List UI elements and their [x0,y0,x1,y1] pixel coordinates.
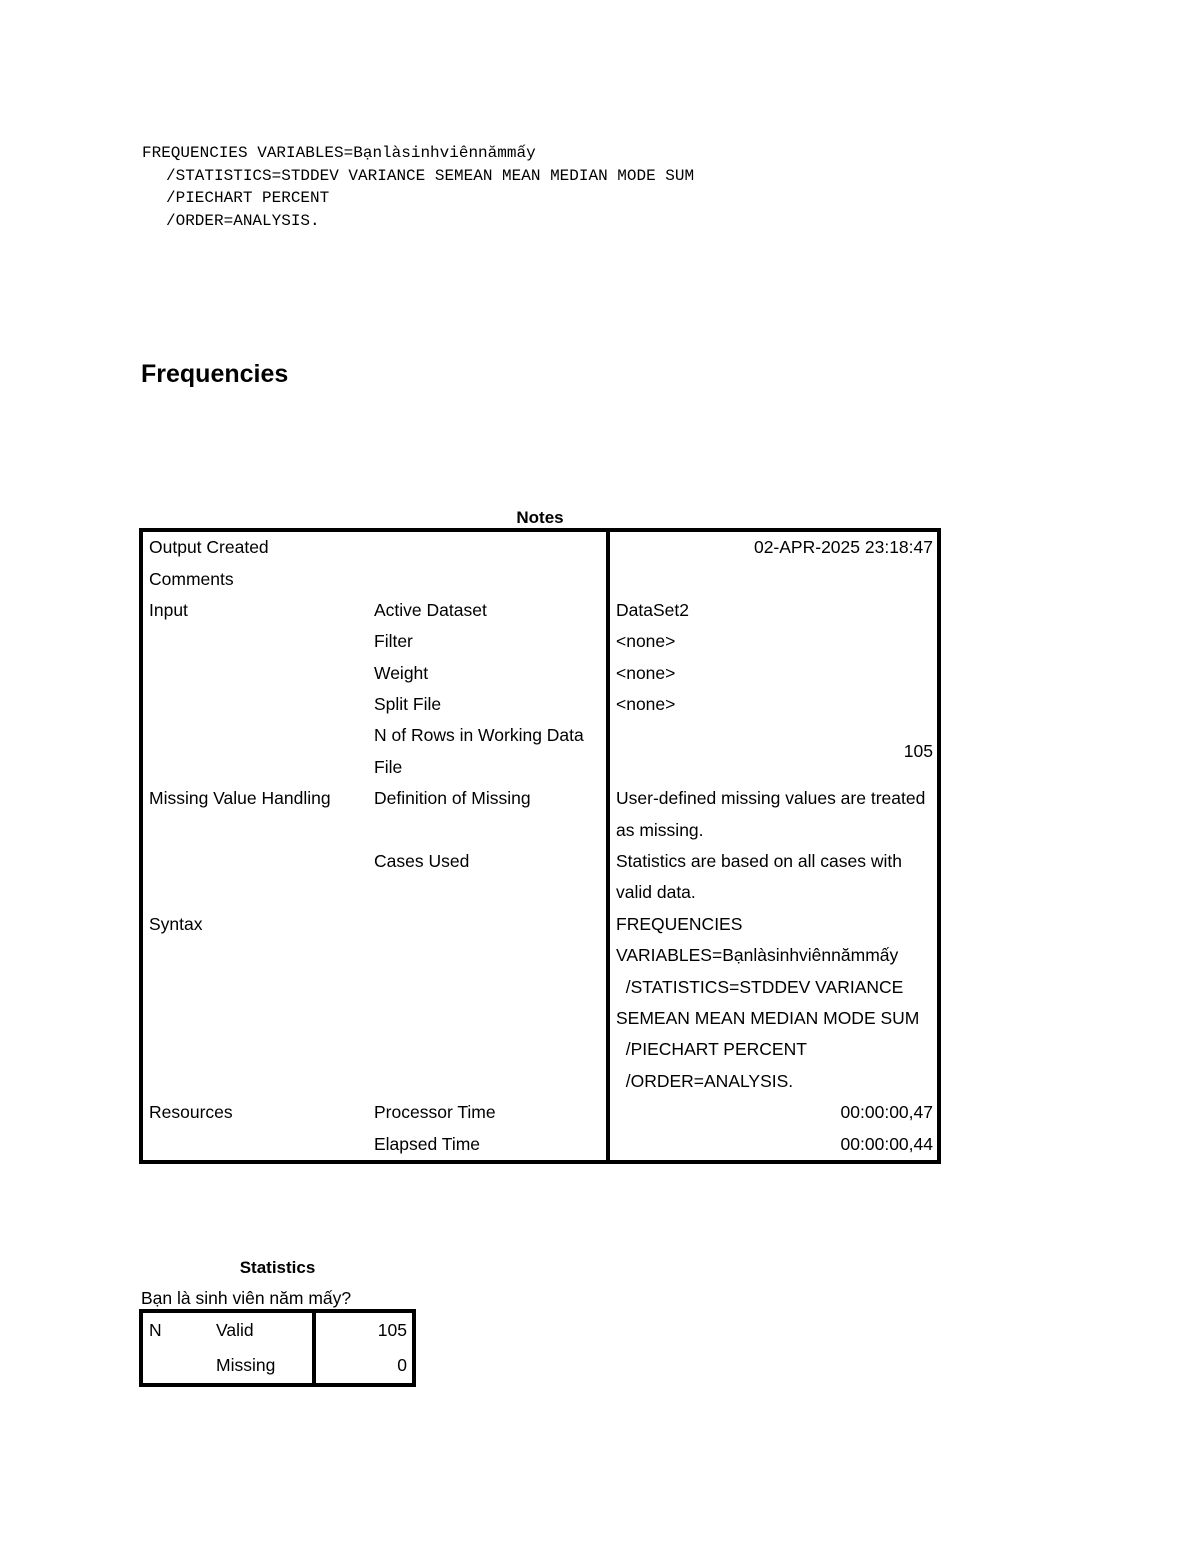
table-row [141,846,939,909]
n-rows-value: 105 [903,741,933,762]
row-label-input: Input [149,599,188,620]
table-row [141,530,939,563]
table-row [141,563,939,594]
sub-label-active-dataset: Active Dataset [368,595,608,626]
elapsed-time-value: 00:00:00,44 [840,1133,933,1154]
syntax-value: FREQUENCIES VARIABLES=Bạnlàsinhviênnămmấy /STATISTICS=STDDEV VARIANCE SEMEAN MEAN MEDIAN MODE SUM /PIECHART PERCENT /ORDER=ANALYSIS. [616,913,920,1091]
row-label-syntax: Syntax [149,913,203,934]
sub-label-processor-time: Processor Time [368,1097,608,1128]
valid-label: Valid [210,1311,314,1348]
active-dataset-value: DataSet2 [616,599,689,620]
table-row [141,658,939,689]
statistics-table-title: Statistics [239,1258,316,1277]
row-label-comments: Comments [149,568,234,589]
syntax-line-4: /ORDER=ANALYSIS. [166,211,320,230]
sub-label-filter: Filter [368,626,608,657]
n-label: N [149,1320,162,1340]
table-row [141,1311,414,1348]
sub-label-weight: Weight [368,658,608,689]
row-label-output-created: Output Created [149,537,269,558]
table-row [141,720,939,783]
table-row [141,783,939,846]
sub-label-cases-used: Cases Used [368,846,608,909]
table-row [141,909,939,1097]
definition-of-missing-value: User-defined missing values are treated as missing. [616,788,926,840]
syntax-block [142,142,694,232]
table-row [141,595,939,626]
split-file-value: <none> [616,694,676,715]
table-row [141,1129,939,1162]
filter-value: <none> [616,631,676,652]
row-label-resources: Resources [149,1102,233,1123]
statistics-table [139,1309,416,1387]
syntax-line-2: /STATISTICS=STDDEV VARIANCE SEMEAN MEAN MEDIAN MODE SUM [166,166,695,185]
table-row [141,1348,414,1385]
statistics-variable-label: Bạn là sinh viên năm mấy? [141,1288,352,1308]
syntax-line-3: /PIECHART PERCENT [166,189,330,207]
weight-value: <none> [616,662,676,683]
table-row [141,626,939,657]
sub-label-split-file: Split File [368,689,608,720]
valid-value: 105 [377,1320,407,1340]
syntax-line-1: FREQUENCIES VARIABLES=Bạnlàsinhviênnămmấy [142,144,536,162]
frequencies-heading: Frequencies [141,360,289,388]
output-created-value: 02-APR-2025 23:18:47 [753,537,933,558]
missing-value: 0 [397,1355,407,1375]
notes-table-title: Notes [516,508,564,527]
row-label-missing-value-handling: Missing Value Handling [149,788,331,809]
processor-time-value: 00:00:00,47 [840,1102,933,1123]
notes-table [139,528,941,1164]
sub-label-n-rows: N of Rows in Working Data File [368,720,608,783]
cases-used-value: Statistics are based on all cases with valid data. [616,850,902,903]
table-row [141,689,939,720]
sub-label-definition-of-missing: Definition of Missing [368,783,608,846]
table-row [141,1097,939,1128]
missing-label: Missing [210,1348,314,1385]
sub-label-elapsed-time: Elapsed Time [368,1129,608,1162]
